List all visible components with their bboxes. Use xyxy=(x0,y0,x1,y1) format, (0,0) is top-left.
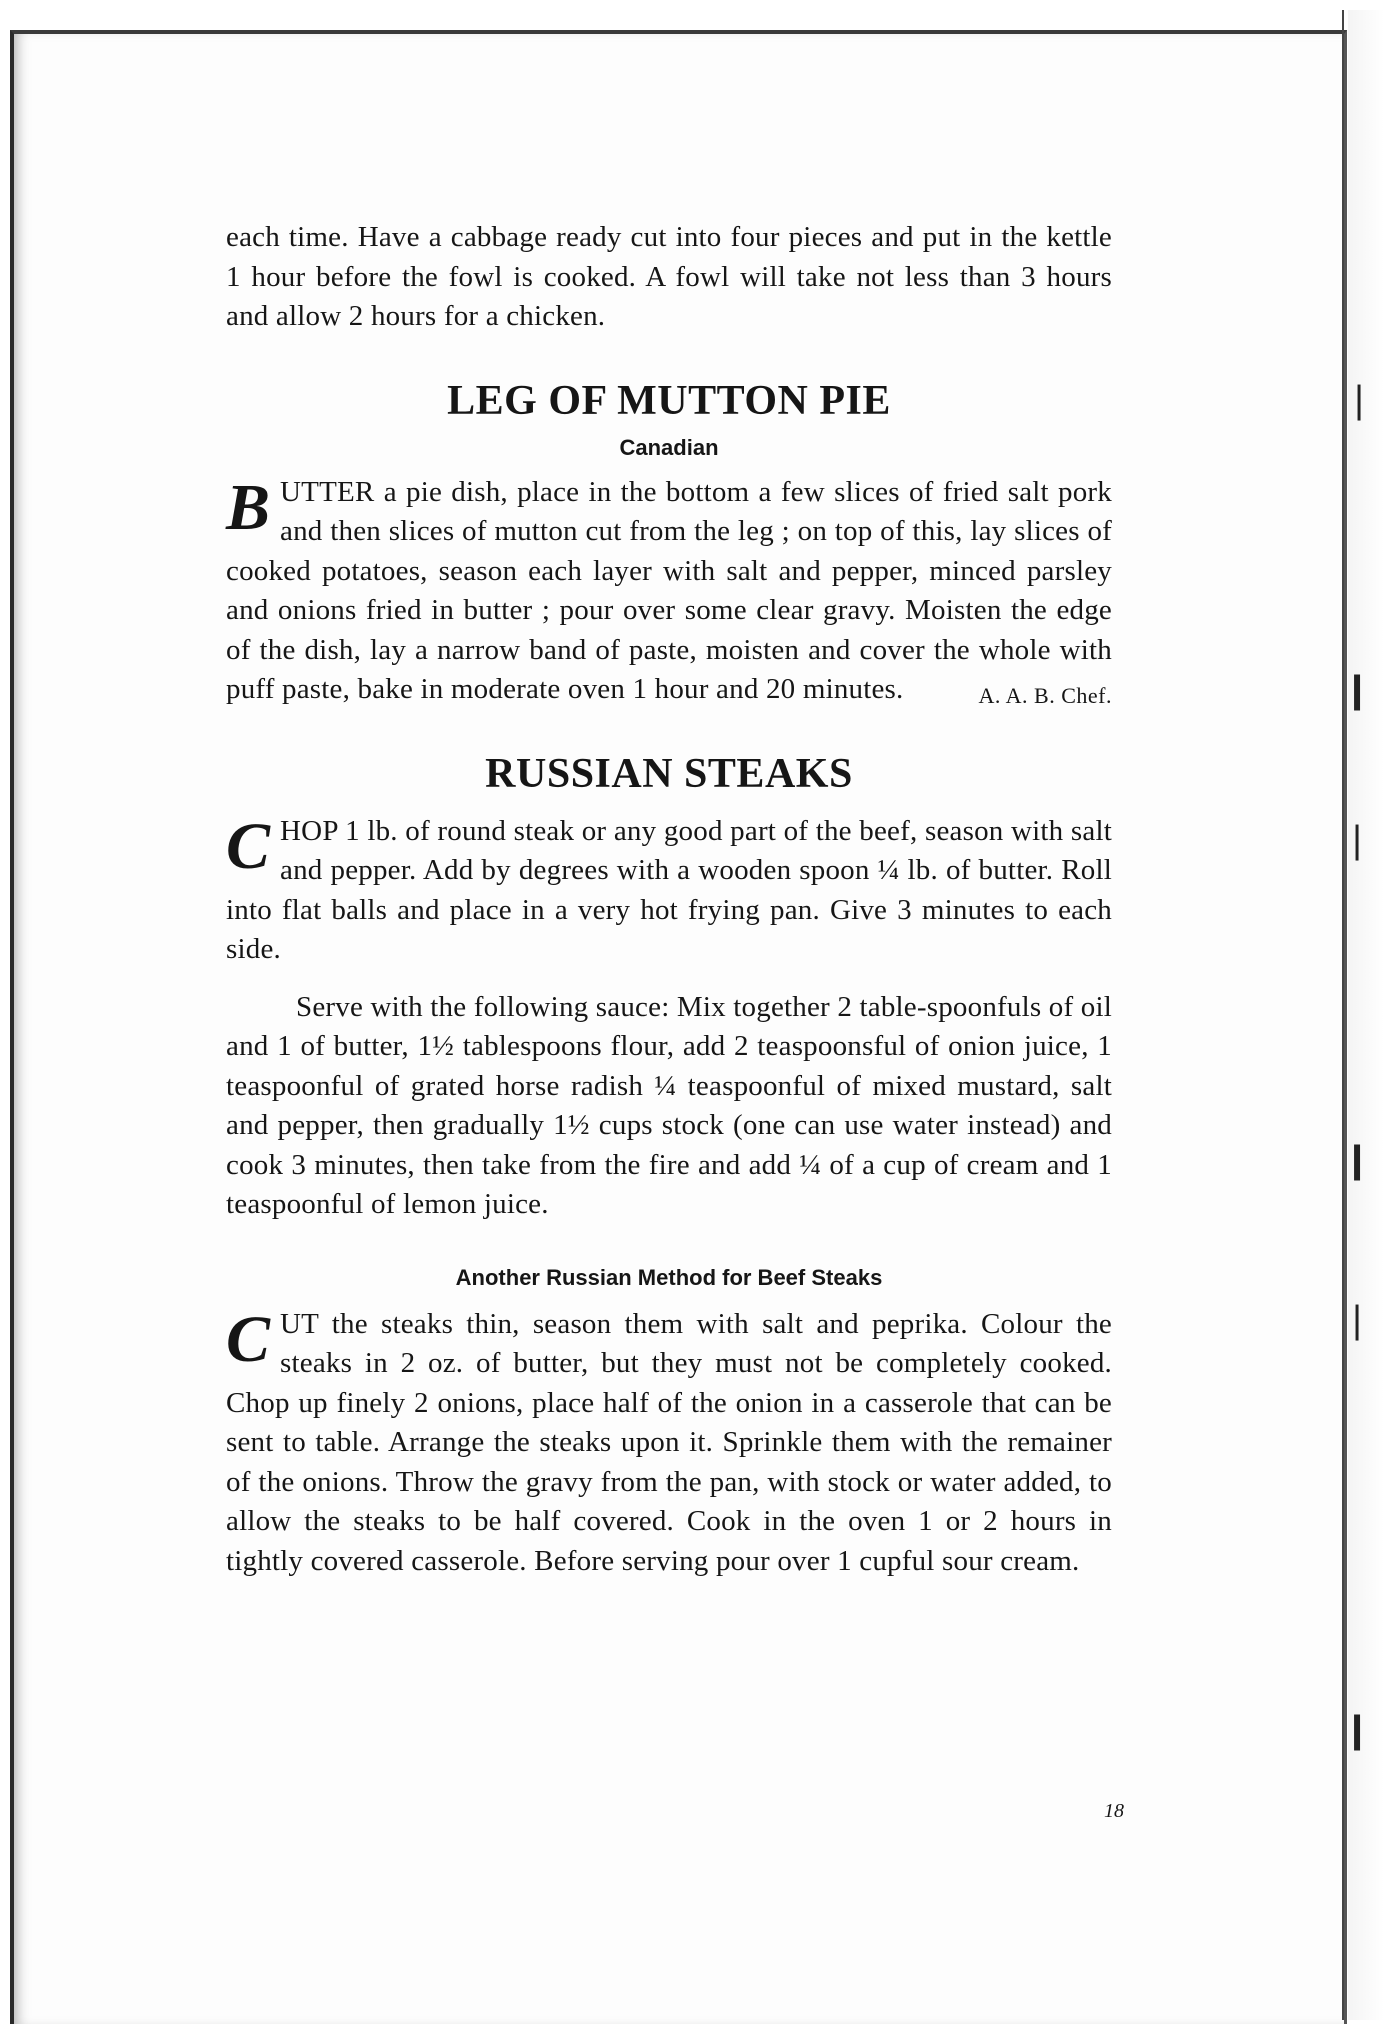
recipe-title-russian-steaks: RUSSIAN STEAKS xyxy=(485,750,853,797)
dropcap-letter: C xyxy=(226,1302,271,1376)
binding-thread-mark: ❘ xyxy=(1342,820,1373,861)
recipe-body-leg-of-mutton-pie xyxy=(226,470,1112,716)
recipe-body-russian-steaks xyxy=(226,809,1112,970)
binding-thread-mark: ❘ xyxy=(1342,1300,1373,1341)
recipe-title-another-russian-method: Another Russian Method for Beef Steaks xyxy=(455,1264,883,1290)
binding-thread-mark: ❘ xyxy=(1344,380,1375,421)
recipe-text: UTTER a pie dish, place in the bottom a few slices of fried salt pork and then slices of mutton cut from the leg ; on top of this, lay slices of cooked potatoes, season each layer with salt and pepper, minced parsley and onions fried in butter ; pour over some clear gravy. Moisten the edge of the dish, lay a narrow band of paste, moisten and cover the whole with puff paste, bake in moderate oven 1 hour and 20 minutes. xyxy=(226,475,1112,705)
page-number: 18 xyxy=(1104,1800,1124,1822)
recipe-text-another-russian-method: UT the steaks thin, season them with salt and peprika. Colour the steaks in 2 oz. of butter, but they must not be completely cooked. Chop up finely 2 onions, place half of the onion in a casserole that can be sent to table. Arrange the steaks upon it. Sprinkle them with the remainer of the onions. Throw the gravy from the pan, with stock or water added, to allow the steaks to be half covered. Cook in the oven 1 or 2 hours in tightly covered casserole. Before serving pour over 1 cupful sour cream. xyxy=(226,1307,1112,1577)
author-signature: A. A. B. Chef. xyxy=(978,683,1112,708)
recipe-text-russian-steaks: HOP 1 lb. of round steak or any good part of the beef, season with salt and pepper. Add by degrees with a wooden spoon ¼ lb. of butter. Roll into flat balls and place in a very hot frying pan. Give 3 minutes to each side. xyxy=(226,814,1112,965)
binding-strip xyxy=(1342,10,1384,2020)
dropcap-letter: C xyxy=(226,809,271,883)
binding-thread-mark: ❙ xyxy=(1342,1140,1373,1181)
page-content xyxy=(226,218,1112,1581)
recipe-body-another-russian-method xyxy=(226,1302,1112,1582)
sauce-paragraph: Serve with the following sauce: Mix together 2 table-spoonfuls of oil and 1 of butter, 1½ tablespoons flour, add 2 teaspoonsful of onion juice, 1 teaspoonful of grated horse radish ¼ teaspoonful of mixed mustard, salt and pepper, then gradually 1½ cups stock (one can use water instead) and cook 3 minutes, then take from the fire and add ¼ of a cup of cream and 1 teaspoonful of lemon juice. xyxy=(226,990,1112,1220)
recipe-title-leg-of-mutton-pie: LEG OF MUTTON PIE xyxy=(447,377,891,424)
dropcap-letter: B xyxy=(226,470,271,544)
recipe-subtitle-canadian: Canadian xyxy=(619,434,719,460)
recipe-text-leg-of-mutton-pie xyxy=(226,470,1112,710)
binding-thread-mark: ❙ xyxy=(1342,670,1373,711)
binding-thread-mark: ❙ xyxy=(1342,1710,1373,1751)
intro-paragraph: each time. Have a cabbage ready cut into four pieces and put in the kettle 1 hour before the fowl is cooked. A fowl will take not less than 3 hours and allow 2 hours for a chicken. xyxy=(226,221,1112,332)
